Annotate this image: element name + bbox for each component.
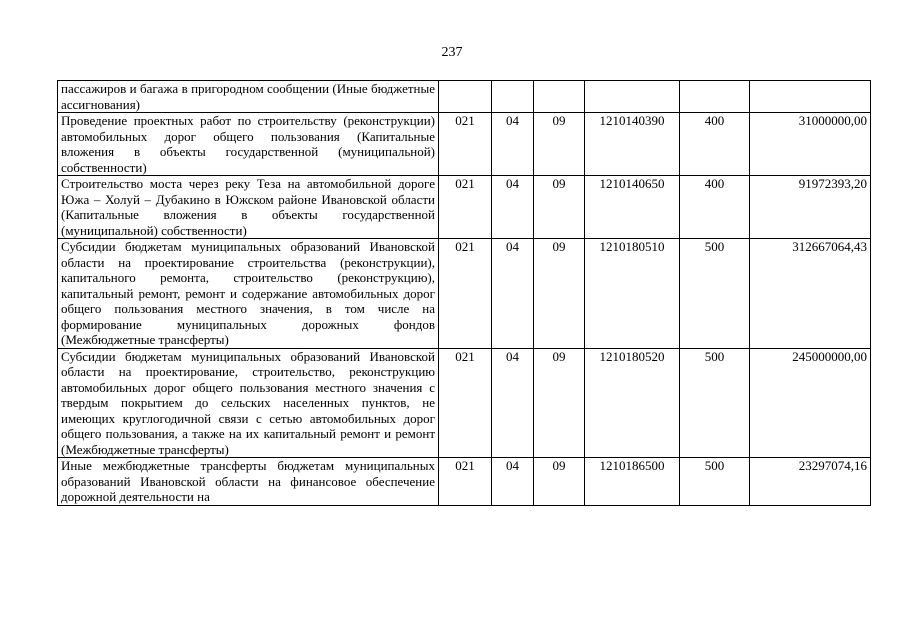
row-description: Субсидии бюджетам муниципальных образований Ивановской области на проектирование строительства (реконструкции), капитального ремонта, строительство (реконструкцию), капитальный ремонт, ремонт и содержание автомобильных дорог общего пользования местного значения, в том числе на формирование муниципальных дорожных фондов (Межбюджетные трансферты) [58,239,439,349]
row-admin-code: 021 [439,239,492,349]
row-section-code: 04 [492,458,534,506]
row-description: Субсидии бюджетам муниципальных образований Ивановской области на проектирование, строительство, реконструкцию автомобильных дорог общего пользования местного значения с твердым покрытием до сельских населенных пунктов, не имеющих круглогодичной связи с сетью автомобильных дорог общего пользования, а также на их капитальный ремонт и ремонт (Межбюджетные трансферты) [58,348,439,458]
row-expense-type: 500 [680,458,750,506]
row-amount: 245000000,00 [750,348,871,458]
row-amount: 31000000,00 [750,113,871,176]
row-subsection-code [534,81,585,113]
row-description: Строительство моста через реку Теза на автомобильной дороге Южа – Холуй – Дубакино в Южском районе Ивановской области (Капитальные вложения в объекты государственной (муниципальной) собственности) [58,176,439,239]
row-subsection-code: 09 [534,113,585,176]
row-admin-code: 021 [439,113,492,176]
row-target-article: 1210140390 [585,113,680,176]
row-target-article: 1210186500 [585,458,680,506]
row-expense-type: 400 [680,113,750,176]
row-subsection-code: 09 [534,458,585,506]
row-target-article [585,81,680,113]
row-description: Иные межбюджетные трансферты бюджетам муниципальных образований Ивановской области на финансовое обеспечение дорожной деятельности на [58,458,439,506]
row-description: Проведение проектных работ по строительству (реконструкции) автомобильных дорог общего пользования (Капитальные вложения в объекты государственной (муниципальной) собственности) [58,113,439,176]
row-expense-type: 400 [680,176,750,239]
row-section-code: 04 [492,348,534,458]
table-row [58,176,871,239]
row-amount: 23297074,16 [750,458,871,506]
row-section-code: 04 [492,113,534,176]
row-target-article: 1210180520 [585,348,680,458]
row-amount: 91972393,20 [750,176,871,239]
budget-table-body [58,81,871,506]
row-target-article: 1210180510 [585,239,680,349]
row-expense-type: 500 [680,239,750,349]
table-row [58,458,871,506]
row-amount [750,81,871,113]
row-target-article: 1210140650 [585,176,680,239]
row-admin-code: 021 [439,348,492,458]
budget-table [57,80,871,506]
row-subsection-code: 09 [534,348,585,458]
table-row [58,81,871,113]
page-number: 237 [441,45,463,60]
row-subsection-code: 09 [534,239,585,349]
row-amount: 312667064,43 [750,239,871,349]
row-admin-code: 021 [439,458,492,506]
row-admin-code [439,81,492,113]
row-subsection-code: 09 [534,176,585,239]
row-expense-type: 500 [680,348,750,458]
row-description: пассажиров и багажа в пригородном сообщении (Иные бюджетные ассигнования) [58,81,439,113]
row-section-code [492,81,534,113]
row-expense-type [680,81,750,113]
row-admin-code: 021 [439,176,492,239]
row-section-code: 04 [492,239,534,349]
row-section-code: 04 [492,176,534,239]
table-row [58,239,871,349]
table-row [58,113,871,176]
table-row [58,348,871,458]
